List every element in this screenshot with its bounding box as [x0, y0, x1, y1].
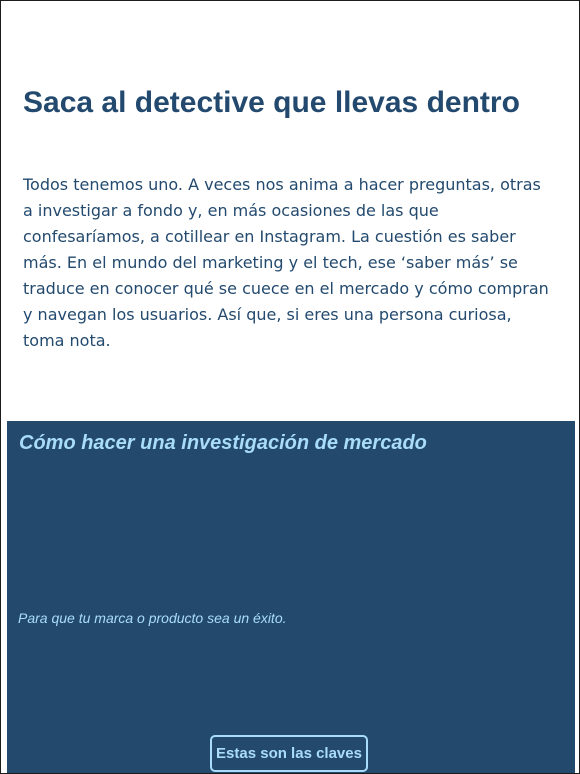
claves-cta-button[interactable]: Estas son las claves — [210, 735, 368, 772]
hero-title: Saca al detective que llevas dentro — [23, 86, 520, 119]
banner-subtitle: Para que tu marca o producto sea un éxito. — [18, 610, 287, 626]
intro-paragraph: Todos tenemos uno. A veces nos anima a hacer preguntas, otras a investigar a fondo y, en más ocasiones de las que confesaríamos, a cotillear en Instagram. La cuestión es saber más. En el mundo del marketing y el tech, ese ‘saber más’ se traduce en conocer qué se cuece en el mercado y cómo compran y navegan los usuarios. Así que, si eres una persona curiosa, toma nota. — [23, 175, 549, 350]
banner-title: Cómo hacer una investigación de mercado — [19, 432, 427, 454]
promo-banner — [7, 421, 575, 774]
